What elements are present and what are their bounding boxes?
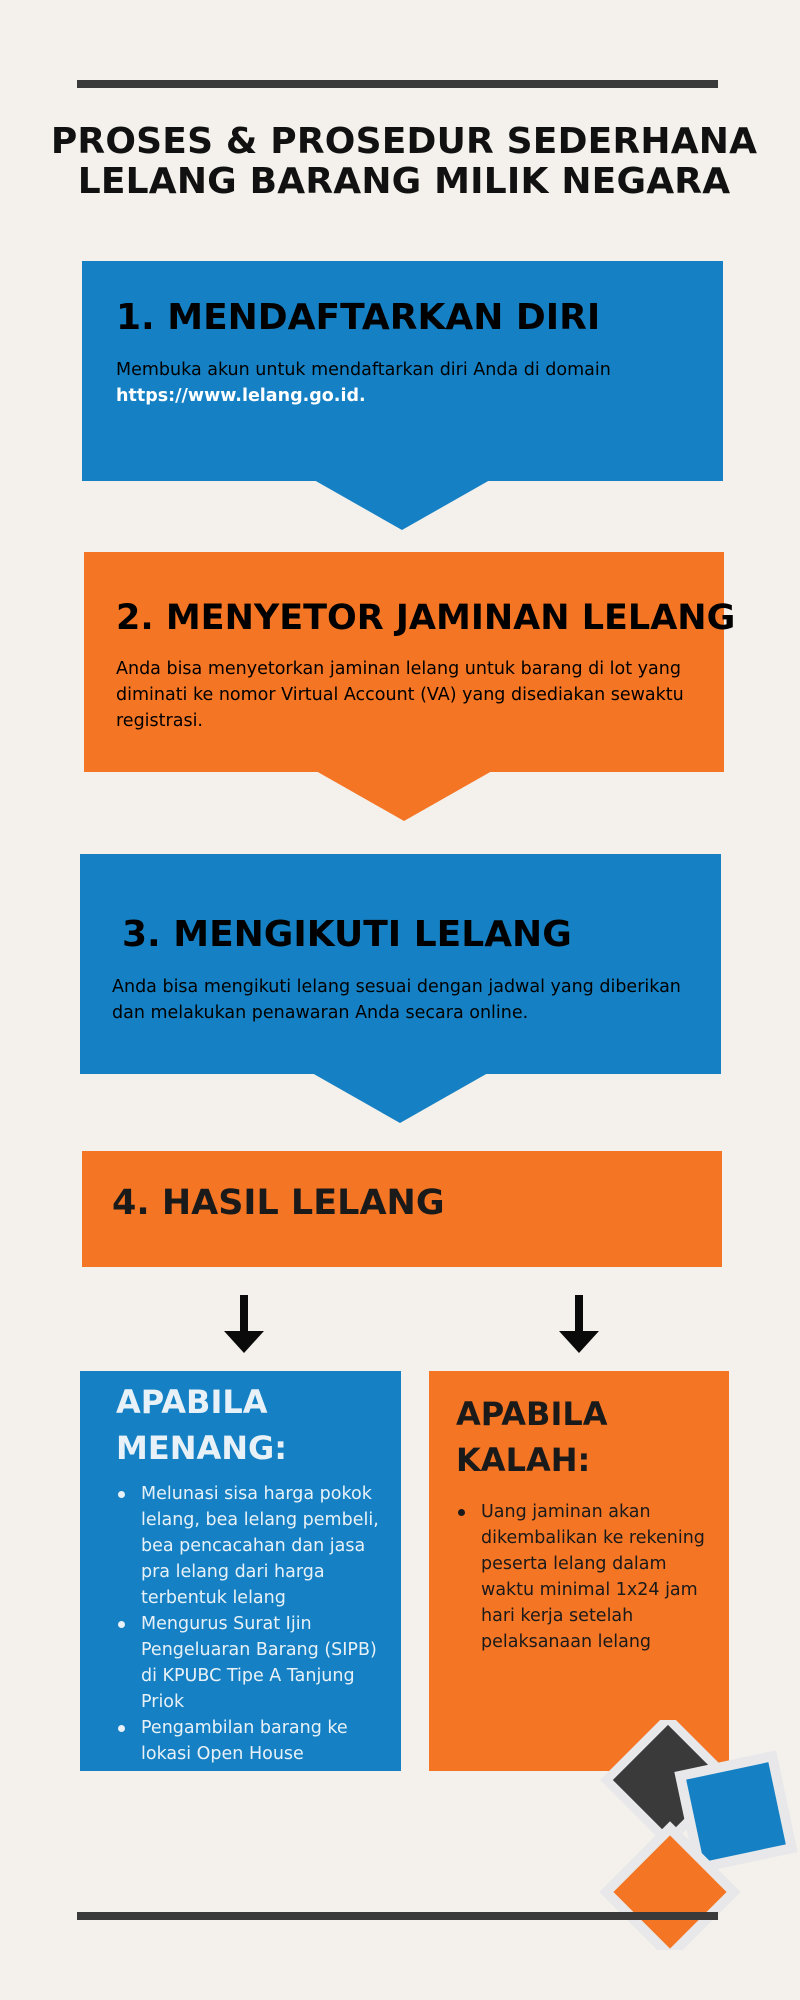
arrow-down-win-icon xyxy=(224,1295,264,1355)
lose-heading-line-2: KALAH: xyxy=(456,1441,591,1479)
step-1-heading: 1. MENDAFTARKAN DIRI xyxy=(116,297,601,338)
top-divider xyxy=(77,80,718,88)
win-heading-line-1: APABILA xyxy=(116,1383,268,1421)
step-3-text-line-1: Anda bisa mengikuti lelang sesuai dengan jadwal yang diberikan xyxy=(112,977,681,997)
step-2-text-line-1: Anda bisa menyetorkan jaminan lelang untuk barang di lot yang xyxy=(116,659,681,679)
step-2-heading: 2. MENYETOR JAMINAN LELANG xyxy=(116,598,736,638)
step-1-text xyxy=(116,357,706,409)
step-2-text-line-2: diminati ke nomor Virtual Account (VA) yang disediakan sewaktu xyxy=(116,685,684,705)
list-item: Mengurus Surat Ijin Pengeluaran Barang (SIPB) di KPUBC Tipe A Tanjung Priok xyxy=(116,1611,396,1715)
lose-box xyxy=(429,1371,729,1771)
win-list xyxy=(116,1481,396,1767)
step-3-join-auction xyxy=(80,854,721,1128)
list-item: Uang jaminan akan dikembalikan ke rekening peserta lelang dalam waktu minimal 1x24 jam hari kerja setelah pelaksanaan lelang xyxy=(456,1499,716,1655)
list-item: Pengambilan barang ke lokasi Open House xyxy=(116,1715,396,1767)
lose-heading xyxy=(456,1391,608,1483)
step-3-heading: 3. MENGIKUTI LELANG xyxy=(122,914,572,955)
lelang-domain-link[interactable]: https://www.lelang.go.id. xyxy=(116,386,366,406)
win-box xyxy=(80,1371,401,1771)
step-2-text-line-3: registrasi. xyxy=(116,711,203,731)
title-line-2: LELANG BARANG MILIK NEGARA xyxy=(77,161,731,203)
step-3-text-line-2: dan melakukan penawaran Anda secara online. xyxy=(112,1003,529,1023)
step-3-text xyxy=(112,974,712,1026)
win-heading xyxy=(116,1379,287,1471)
step-1-text-line: Membuka akun untuk mendaftarkan diri Anda di domain xyxy=(116,360,611,380)
step-2-deposit xyxy=(84,552,736,824)
step-2-text xyxy=(116,656,716,734)
list-item: Melunasi sisa harga pokok lelang, bea lelang pembeli, bea pencacahan dan jasa pra lelang dari harga terbentuk lelang xyxy=(116,1481,396,1611)
bottom-divider xyxy=(77,1912,718,1920)
step-4-result xyxy=(82,1151,722,1267)
page-title xyxy=(40,122,768,203)
lose-heading-line-1: APABILA xyxy=(456,1395,608,1433)
lose-list xyxy=(456,1499,716,1655)
arrow-down-lose-icon xyxy=(559,1295,599,1355)
step-4-heading: 4. HASIL LELANG xyxy=(112,1183,445,1223)
title-line-1: PROSES & PROSEDUR SEDERHANA xyxy=(50,121,758,162)
step-1-register xyxy=(82,261,723,531)
win-heading-line-2: MENANG: xyxy=(116,1429,288,1467)
